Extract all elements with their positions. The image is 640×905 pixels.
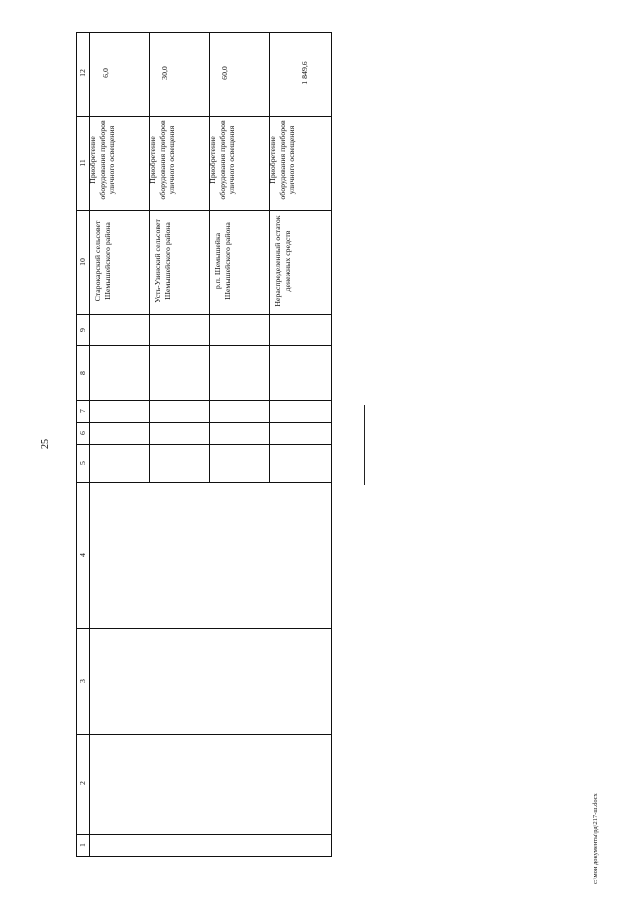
col-number-10: 10 <box>78 258 87 266</box>
col-sep-4-5 <box>76 482 332 483</box>
signature-line <box>364 405 365 485</box>
budget-table <box>76 32 332 857</box>
col-sep-5-6 <box>76 444 332 445</box>
row-4-purpose: Приобретение оборудования приборов уличного освещения <box>268 120 296 200</box>
row-2-amount: 30,0 <box>160 66 169 80</box>
row-2-recipient: Усть-Узинский сельсовет Шемышейского района <box>153 219 172 303</box>
col-sep-1-2 <box>76 834 332 835</box>
col-number-3: 3 <box>78 679 87 683</box>
col-number-12: 12 <box>78 69 87 77</box>
row-sep-1-2 <box>149 32 150 482</box>
col-number-6: 6 <box>78 431 87 435</box>
col-sep-3-4 <box>76 628 332 629</box>
col-number-7: 7 <box>78 409 87 413</box>
row-3-amount: 60,0 <box>220 66 229 80</box>
row-sep-2-3 <box>209 32 210 482</box>
col-sep-9-10 <box>76 314 332 315</box>
col-sep-7-8 <box>76 400 332 401</box>
col-number-8: 8 <box>78 371 87 375</box>
row-1-recipient: Старокарский сельсовет Шемышейского района <box>93 220 112 302</box>
row-1-amount: 6,0 <box>101 68 110 78</box>
col-number-9: 9 <box>78 328 87 332</box>
row-4-recipient: Нераспределенный остаток денежных средств <box>273 215 292 307</box>
col-sep-8-9 <box>76 345 332 346</box>
col-sep-2-3 <box>76 734 332 735</box>
row-1-purpose: Приобретение оборудования приборов уличного освещения <box>88 120 116 200</box>
col-sep-6-7 <box>76 422 332 423</box>
col-number-5: 5 <box>78 461 87 465</box>
col-number-11: 11 <box>78 159 87 167</box>
col-number-4: 4 <box>78 553 87 557</box>
row-sep-3-4 <box>269 32 270 482</box>
row-2-purpose: Приобретение оборудования приборов уличного освещения <box>148 120 176 200</box>
page-number: 25 <box>40 439 51 449</box>
col-number-2: 2 <box>78 781 87 785</box>
footer-file-path: c:\мои документы\рд\217-ш.docx <box>592 793 599 884</box>
row-3-recipient: р.п. Шемышейка Шемышейского района <box>213 222 232 300</box>
col-number-1: 1 <box>78 843 87 847</box>
row-4-amount: 1 849,6 <box>300 61 309 85</box>
row-3-purpose: Приобретение оборудования приборов уличного освещения <box>208 120 236 200</box>
